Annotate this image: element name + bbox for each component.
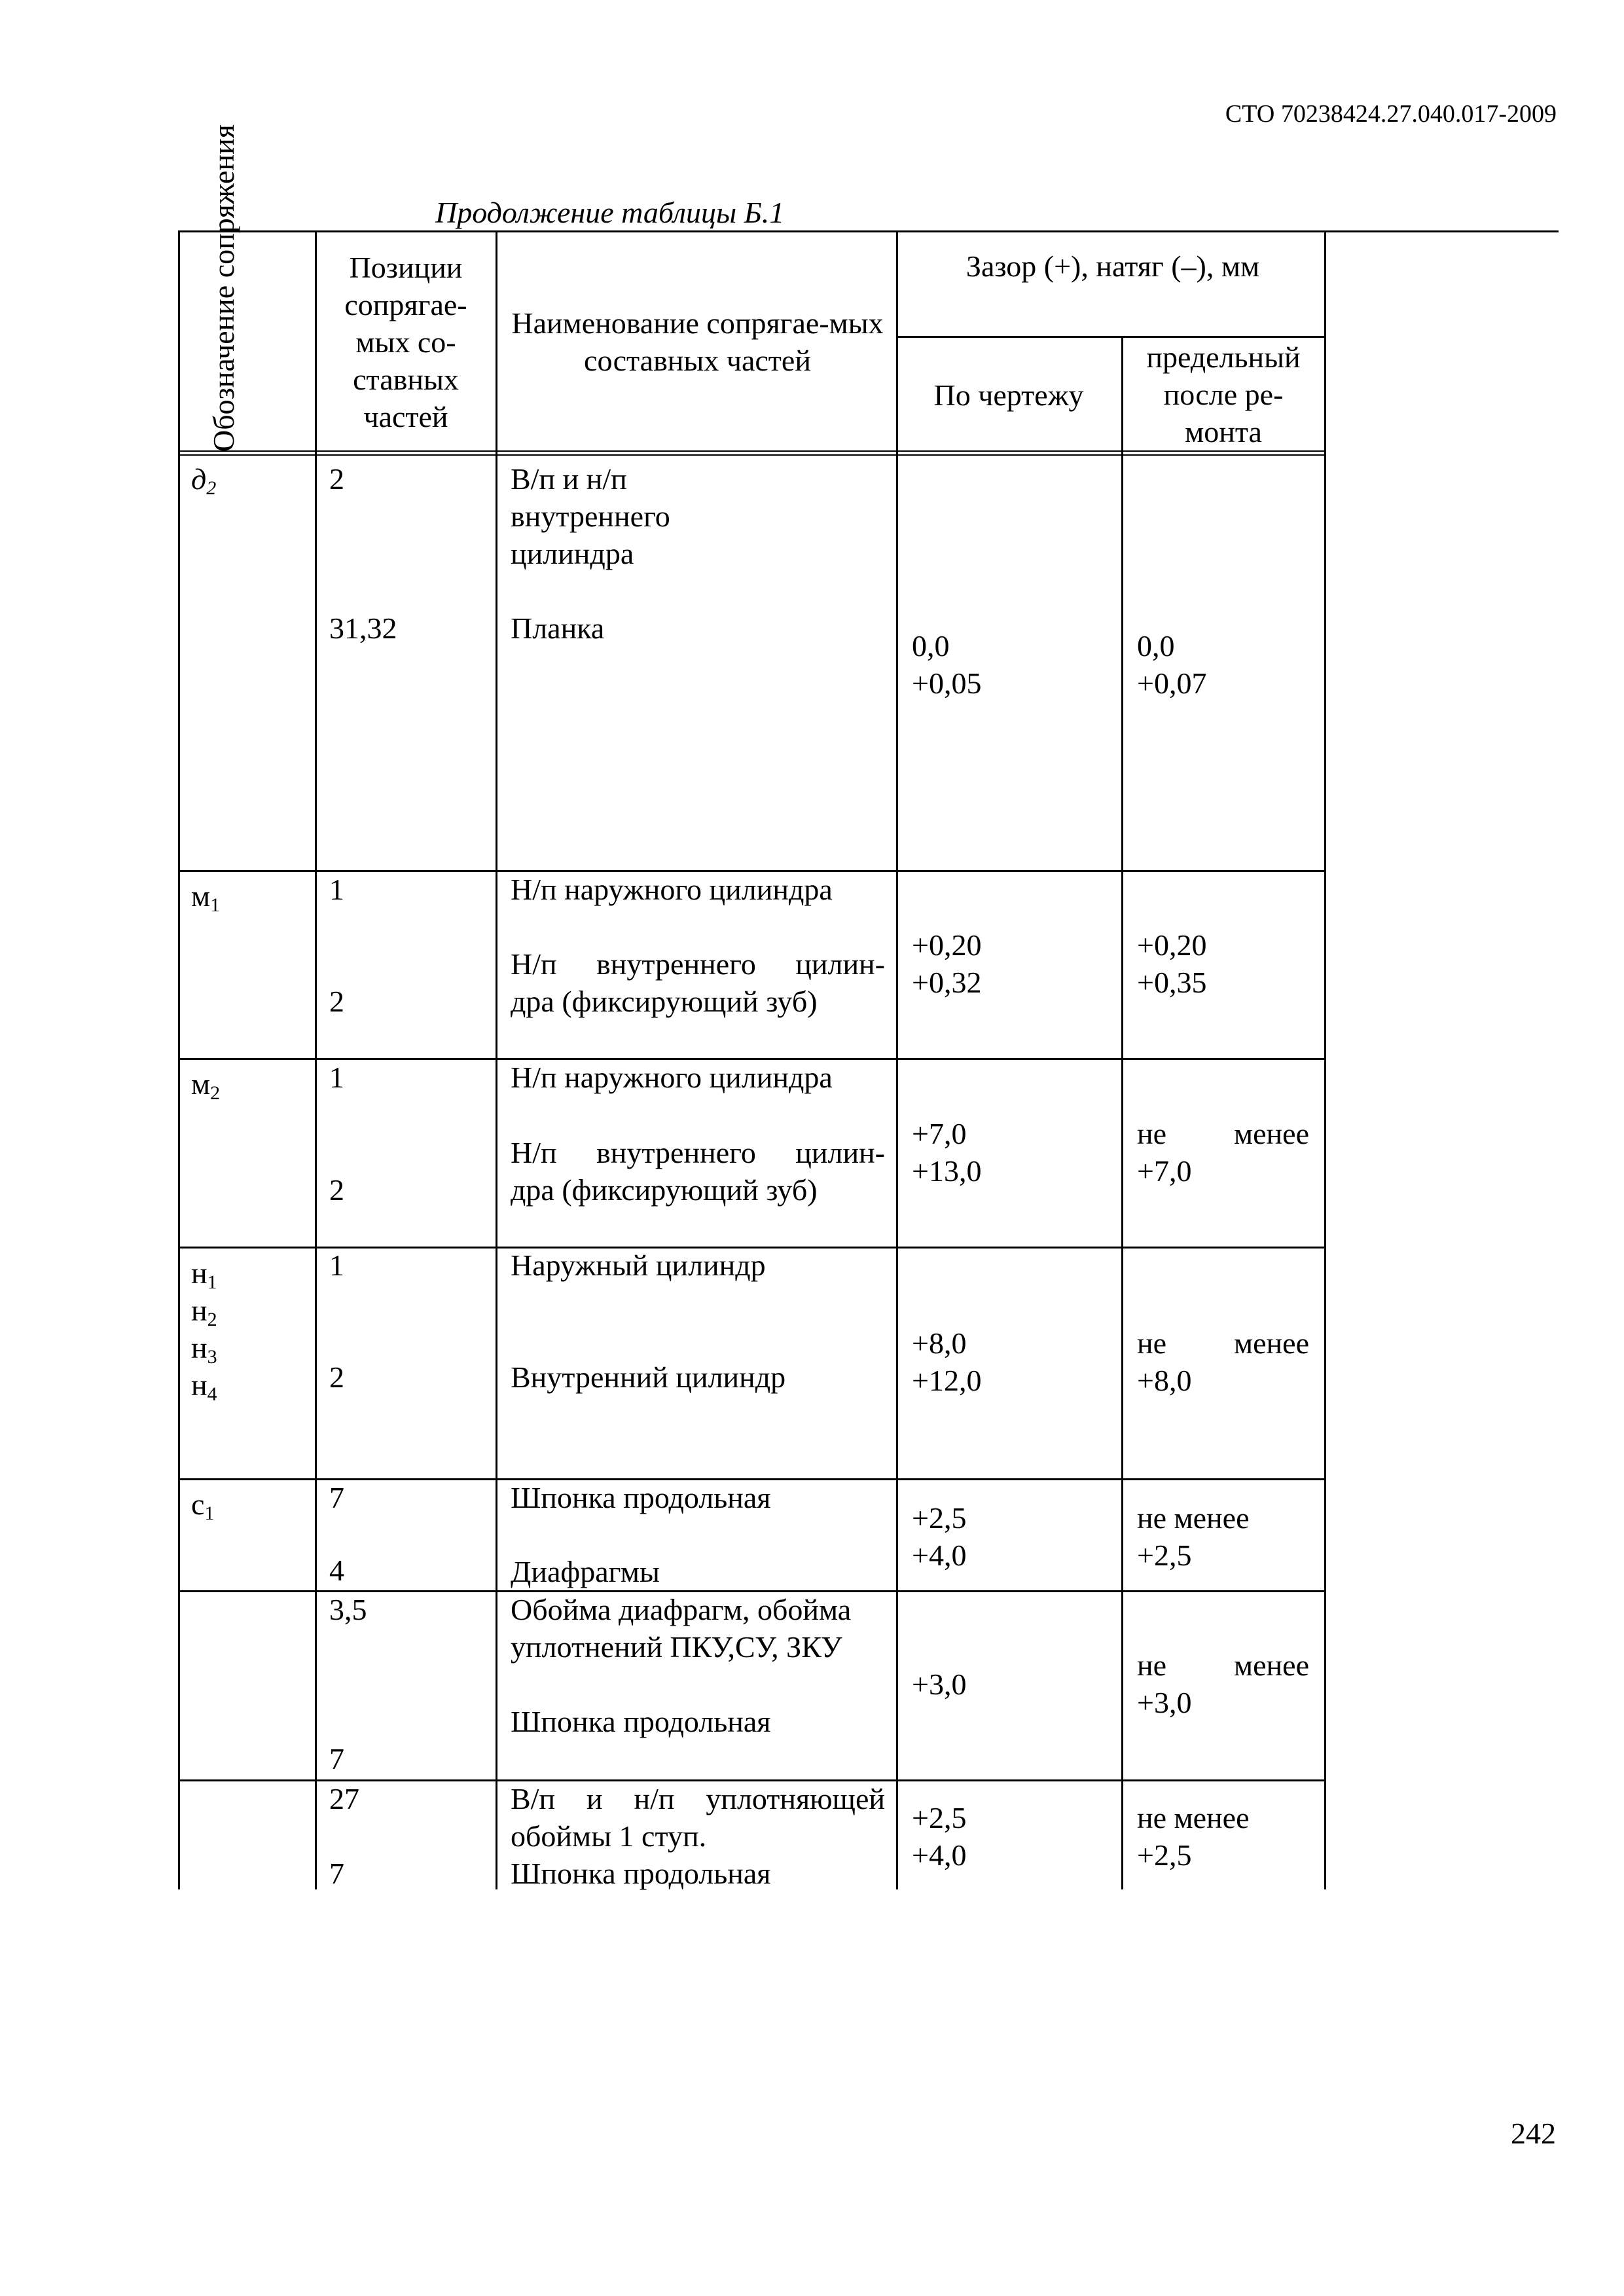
by-drawing-cell: +0,20 +0,32 bbox=[912, 928, 982, 999]
by-drawing-cell: +3,0 bbox=[912, 1667, 967, 1701]
part-name-cell: В/п и н/п внутреннего цилиндра bbox=[511, 462, 670, 570]
by-drawing-cell: +7,0 +13,0 bbox=[912, 1117, 982, 1188]
limit-cell: +0,20 +0,35 bbox=[1137, 928, 1207, 999]
position-cell: 2 bbox=[329, 985, 344, 1018]
position-cell: 1 bbox=[329, 873, 344, 906]
mark-cell: $с_1$ bbox=[191, 1487, 215, 1524]
table-divider bbox=[1121, 337, 1123, 1889]
header-by-drawing: По чертежу bbox=[933, 378, 1084, 412]
part-name-cell: Внутренний цилиндр bbox=[511, 1360, 786, 1394]
part-name-cell: Н/п наружного цилиндра bbox=[511, 873, 833, 906]
page-number: 242 bbox=[1511, 2117, 1556, 2150]
position-cell: 3,5 bbox=[329, 1593, 367, 1626]
mark-cell: $м_1$ bbox=[191, 879, 221, 916]
part-name-cell: Обойма диафрагм, обойма уплотнений ПКУ,СУ, ЗКУ bbox=[511, 1593, 852, 1664]
mark-cell: $м_2$ bbox=[191, 1067, 221, 1104]
part-name-cell: Н/п наружного цилиндра bbox=[511, 1061, 833, 1094]
table-border-right bbox=[1324, 230, 1326, 1889]
by-drawing-cell: 0,0 +0,05 bbox=[912, 629, 982, 700]
part-name-cell: Планка bbox=[511, 611, 605, 645]
position-cell: 1 bbox=[329, 1248, 344, 1282]
by-drawing-cell: +2,5 +4,0 bbox=[912, 1801, 967, 1872]
header-double-rule bbox=[178, 450, 1326, 456]
table-divider bbox=[896, 336, 1326, 338]
header-part-names: Наименование сопрягае-мых составных частей bbox=[511, 306, 884, 377]
position-cell: 7 bbox=[329, 1742, 344, 1776]
header-designation: Обозначение сопряжения bbox=[207, 124, 240, 452]
limit-cell: 0,0 +0,07 bbox=[1137, 629, 1207, 700]
mark-cell: $н_1$ $н_2$ $н_3$ $н_4$ bbox=[191, 1256, 217, 1405]
by-drawing-cell: +8,0 +12,0 bbox=[912, 1326, 982, 1397]
position-cell: 1 bbox=[329, 1061, 344, 1094]
mark-cell: $д_2$ bbox=[191, 462, 217, 499]
part-name-cell: Шпонка продольная bbox=[511, 1481, 771, 1514]
part-name-cell: Н/п внутреннего цилин- дра (фиксирующий зуб) bbox=[511, 947, 885, 1018]
document-code: СТО 70238424.27.040.017-2009 bbox=[1225, 100, 1557, 128]
table-border-left bbox=[178, 230, 180, 1889]
table-divider bbox=[496, 230, 497, 1889]
part-name-cell: В/п и н/п уплотняющей обоймы 1 ступ. Шпонка продольная bbox=[511, 1782, 885, 1890]
header-clearance-group: Зазор (+), натяг (–), мм bbox=[965, 249, 1260, 283]
position-cell: 31,32 bbox=[329, 611, 397, 645]
header-limit-after-repair: предельный после ре-монта bbox=[1146, 340, 1301, 448]
header-positions: Позиции сопрягае-мых со-ставных частей bbox=[344, 251, 467, 433]
position-cell: 2 bbox=[329, 1360, 344, 1394]
part-name-cell: Н/п внутреннего цилин- дра (фиксирующий зуб) bbox=[511, 1136, 885, 1207]
limit-cell: не менее +2,5 bbox=[1137, 1501, 1250, 1572]
position-cell: 2 bbox=[329, 1173, 344, 1207]
part-name-cell: Диафрагмы bbox=[511, 1555, 660, 1588]
position-cell: 2 bbox=[329, 462, 344, 496]
part-name-cell: Шпонка продольная bbox=[511, 1705, 771, 1738]
position-cell: 7 bbox=[329, 1481, 344, 1514]
by-drawing-cell: +2,5 +4,0 bbox=[912, 1501, 967, 1572]
part-name-cell: Наружный цилиндр bbox=[511, 1248, 766, 1282]
position-cell: 4 bbox=[329, 1554, 344, 1587]
limit-cell: не менее +3,0 bbox=[1137, 1649, 1309, 1719]
limit-cell: не менее +7,0 bbox=[1137, 1117, 1309, 1188]
position-cell: 7 bbox=[329, 1857, 344, 1890]
table-divider bbox=[315, 230, 317, 1889]
limit-cell: не менее +8,0 bbox=[1137, 1326, 1309, 1397]
table-border-top bbox=[178, 230, 1559, 232]
limit-cell: не менее +2,5 bbox=[1137, 1801, 1250, 1872]
table-caption: Продолжение таблицы Б.1 bbox=[435, 196, 785, 229]
position-cell: 27 bbox=[329, 1782, 359, 1815]
table-divider bbox=[896, 230, 898, 1889]
